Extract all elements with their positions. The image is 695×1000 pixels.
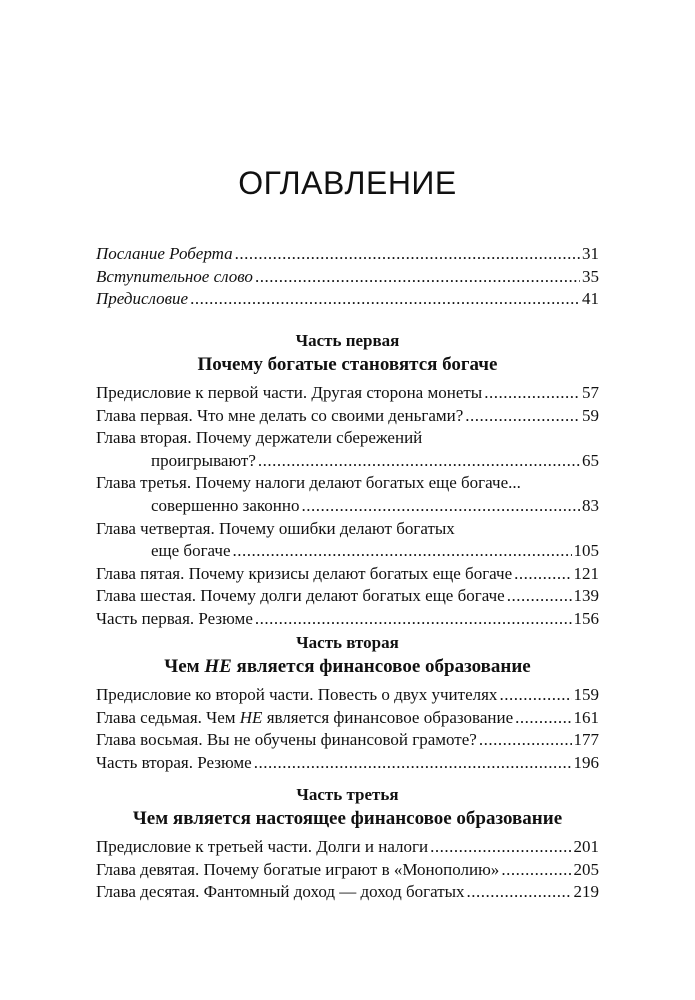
dot-leader — [235, 243, 580, 266]
page-number: 59 — [582, 405, 599, 425]
toc-entry[interactable] — [96, 288, 599, 311]
entry-title: Вступительное слово — [96, 266, 253, 286]
page-number: 83 — [582, 495, 599, 515]
dot-leader — [479, 729, 572, 752]
part-label: Часть третья — [296, 785, 399, 804]
toc-entry[interactable] — [96, 243, 599, 266]
page-number: 41 — [582, 289, 599, 309]
dot-leader — [501, 859, 571, 882]
toc-entry[interactable] — [96, 836, 599, 859]
dot-leader — [254, 752, 572, 775]
intro-section — [96, 243, 599, 311]
entry-title-first-line[interactable]: Глава вторая. Почему держатели сбережений — [96, 428, 423, 448]
dot-leader — [484, 382, 580, 405]
toc-entry[interactable] — [96, 608, 599, 631]
entry-title-post: является финансовое образование — [262, 707, 514, 727]
entry-title-first-line[interactable]: Глава четвертая. Почему ошибки делают богатых — [96, 518, 455, 538]
toc-entry[interactable] — [96, 563, 599, 586]
entry-title: проигрывают? — [151, 450, 256, 470]
entry-title: Часть первая. Резюме — [96, 608, 253, 628]
page-number: 201 — [573, 837, 599, 856]
entry-title-first-line[interactable]: Глава третья. Почему налоги делают богатых еще богаче... — [96, 473, 521, 493]
part-two-section — [96, 632, 599, 774]
part-title-post: является финансовое образование — [231, 656, 531, 677]
toc-entry[interactable] — [96, 495, 599, 518]
dot-leader — [301, 495, 580, 518]
dot-leader — [499, 684, 571, 707]
dot-leader — [233, 540, 572, 563]
part-label: Часть вторая — [296, 633, 399, 652]
entry-title: Предисловие к третьей части. Долги и налоги — [96, 837, 429, 856]
dot-leader — [258, 450, 580, 473]
page-number: 65 — [582, 450, 599, 470]
page-title: ОГЛАВЛЕНИЕ — [238, 165, 457, 201]
entry-title-emphasis: НЕ — [239, 707, 263, 727]
toc-entry[interactable] — [96, 881, 599, 904]
entry-title: Предисловие ко второй части. Повесть о двух учителях — [96, 685, 498, 704]
dot-leader — [430, 836, 571, 859]
page-number: 161 — [573, 707, 599, 727]
part-three-section — [96, 784, 599, 904]
page-number: 105 — [573, 541, 599, 561]
toc-entry[interactable] — [96, 859, 599, 882]
entry-title: Предисловие к первой части. Другая сторона монеты — [96, 383, 483, 402]
toc-entry[interactable] — [96, 684, 599, 707]
entry-title: Часть вторая. Резюме — [96, 752, 252, 772]
toc-entry[interactable] — [96, 382, 599, 405]
toc-entry[interactable] — [96, 585, 599, 608]
part-one-section — [96, 330, 599, 631]
part-title: Почему богатые становятся богаче — [197, 354, 498, 375]
entry-title: Глава первая. Что мне делать со своими деньгами? — [96, 405, 464, 425]
page-number: 177 — [573, 730, 599, 750]
entry-title: еще богаче — [151, 541, 231, 561]
part-label: Часть первая — [295, 331, 400, 350]
dot-leader — [465, 405, 580, 428]
entry-title: Глава восьмая. Вы не обучены финансовой грамоте? — [96, 730, 477, 750]
toc-entry[interactable] — [96, 729, 599, 752]
part-title — [96, 654, 599, 680]
toc-entry[interactable] — [96, 707, 599, 730]
entry-title: Глава шестая. Почему долги делают богатых еще богаче — [96, 586, 505, 606]
dot-leader — [467, 881, 572, 904]
dot-leader — [255, 608, 572, 631]
part-title: Чем является настоящее финансовое образование — [132, 808, 563, 829]
entry-title — [96, 707, 513, 730]
entry-title: совершенно законно — [151, 495, 300, 515]
dot-leader — [255, 266, 580, 289]
toc-entry[interactable] — [96, 450, 599, 473]
part-title-emphasis: НЕ — [204, 656, 232, 677]
toc-entry[interactable] — [96, 752, 599, 775]
dot-leader — [190, 288, 580, 311]
entry-title: Глава десятая. Фантомный доход — доход богатых — [96, 882, 465, 902]
part-title-pre: Чем — [164, 656, 205, 677]
toc-entry[interactable] — [96, 405, 599, 428]
page-number: 57 — [582, 383, 599, 402]
entry-title-pre: Глава седьмая. Чем — [96, 707, 240, 727]
page-number: 196 — [573, 752, 599, 772]
entry-title: Предисловие — [96, 289, 189, 309]
entry-title: Послание Роберта — [96, 244, 233, 263]
entry-title: Глава девятая. Почему богатые играют в «Монополию» — [96, 859, 500, 879]
entry-title: Глава пятая. Почему кризисы делают богатых еще богаче — [96, 563, 513, 583]
page-number: 121 — [573, 563, 599, 583]
dot-leader — [507, 585, 572, 608]
dot-leader — [514, 563, 571, 586]
page-number: 156 — [573, 608, 599, 628]
toc-entry[interactable] — [96, 266, 599, 289]
page-number: 35 — [582, 266, 599, 286]
toc-entry[interactable] — [96, 540, 599, 563]
page-number: 159 — [573, 685, 599, 704]
page-number: 31 — [582, 244, 599, 263]
dot-leader — [515, 707, 571, 730]
page-number: 139 — [573, 586, 599, 606]
page-number: 205 — [573, 859, 599, 879]
page-number: 219 — [573, 882, 599, 902]
